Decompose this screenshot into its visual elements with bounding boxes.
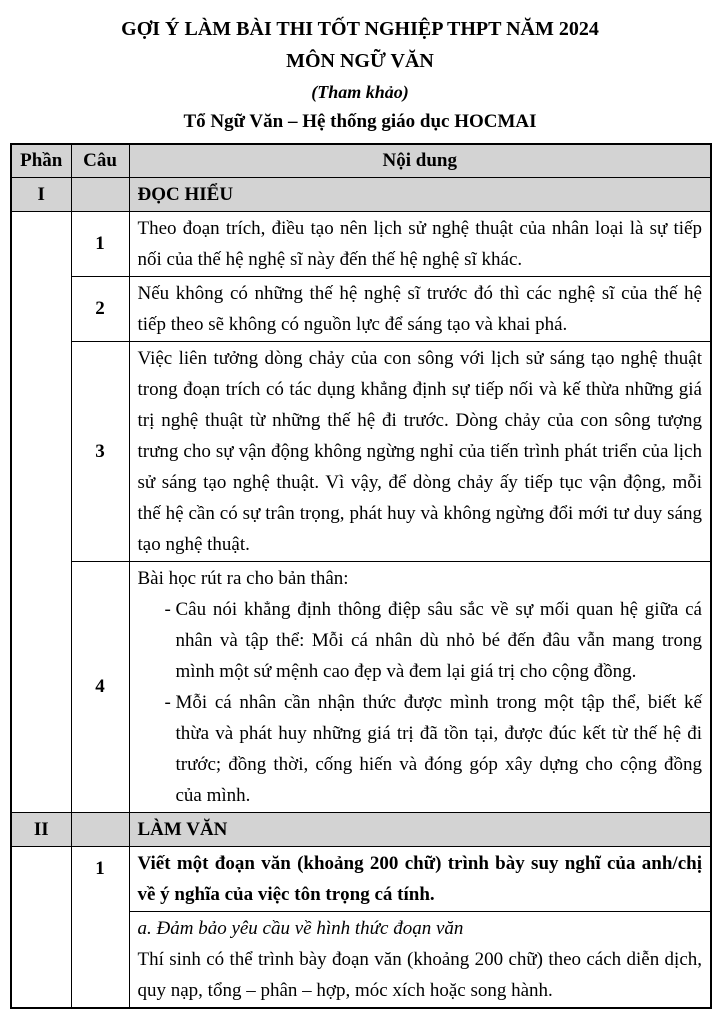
bullet-text: Câu nói khẳng định thông điệp sâu sắc về sự mối quan hệ giữa cá nhân và tập thể: Mỗi cá nhân dù nhỏ bé đến đâu vẫn mang trong mình một sứ mệnh cao đẹp và đem lại giá trị cho cộng đồng.: [175, 598, 702, 682]
criterion-a-title: a. Đảm bảo yêu cầu về hình thức đoạn văn: [137, 917, 464, 939]
section-row-doc-hieu: [11, 177, 711, 211]
doc-title-line1: GỢI Ý LÀM BÀI THI TỐT NGHIỆP THPT NĂM 2024: [121, 18, 599, 40]
criterion-a-cell: [129, 911, 711, 1008]
section2-label: LÀM VĂN: [129, 812, 711, 846]
table-header-row: [11, 144, 711, 177]
answers-table: [10, 143, 712, 1009]
cau-number-4: 4: [71, 561, 129, 812]
answer-row-2: [11, 276, 711, 341]
answer-row-4: [11, 561, 711, 812]
cau-number-essay-1: 1: [71, 846, 129, 1008]
answer-content-3: Việc liên tưởng dòng chảy của con sông với lịch sử sáng tạo nghệ thuật trong đoạn trích có tác dụng khẳng định sự tiếp nối và kế thừa những giá trị nghệ thuật từ những thế hệ đi trước. Dòng chảy của con sông tượng trưng cho sự vận động không ngừng nghỉ của tiến trình phát triển của lịch sử sáng tạo nghệ thuật. Vì vậy, để dòng chảy ấy tiếp tục vận động, mỗi thế hệ cần có sự trân trọng, phát huy và không ngừng đổi mới tư duy sáng tạo nghệ thuật.: [129, 341, 711, 561]
essay-task-row: [11, 846, 711, 911]
criterion-a-detail: Thí sinh có thể trình bày đoạn văn (khoảng 200 chữ) theo cách diễn dịch, quy nạp, tổng – phân – hợp, móc xích hoặc song hành.: [137, 948, 702, 1001]
section2-phan-merged-cell: [11, 846, 71, 1008]
answer-row-3: [11, 341, 711, 561]
doc-subtitle: (Tham khảo): [311, 82, 409, 102]
col-header-noidung: Nội dung: [129, 144, 711, 177]
doc-byline: Tổ Ngữ Văn – Hệ thống giáo dục HOCMAI: [183, 111, 537, 132]
section1-phan-merged-cell: [11, 211, 71, 812]
bullet-text: Mỗi cá nhân cần nhận thức được mình trong một tập thể, biết kế thừa và phát huy những giá trị đã tồn tại, được đúc kết từ thế hệ đi trước; đồng thời, cống hiến và đóng góp xây dựng cho cộng đồng của mình.: [175, 691, 702, 806]
bullet-item: [138, 687, 703, 811]
section1-label: ĐỌC HIỂU: [129, 177, 711, 211]
answer-row-1: [11, 211, 711, 276]
answer4-intro: Bài học rút ra cho bản thân:: [137, 567, 349, 589]
section2-cau-empty: [71, 812, 129, 846]
section2-phan: II: [11, 812, 71, 846]
essay-task-content: Viết một đoạn văn (khoảng 200 chữ) trình bày suy nghĩ của anh/chị về ý nghĩa của việc tôn trọng cá tính.: [129, 846, 711, 911]
section1-phan: I: [11, 177, 71, 211]
answer-content-2: Nếu không có những thế hệ nghệ sĩ trước đó thì các nghệ sĩ của thế hệ tiếp theo sẽ không có nguồn lực để sáng tạo và khai phá.: [129, 276, 711, 341]
doc-title-line2: MÔN NGỮ VĂN: [286, 50, 434, 72]
col-header-phan: Phần: [11, 144, 71, 177]
cau-number-2: 2: [71, 276, 129, 341]
answer-content-4: [129, 561, 711, 812]
document-header: [0, 0, 720, 135]
section-row-lam-van: [11, 812, 711, 846]
bullet-marker: -: [164, 598, 171, 620]
answer-content-1: Theo đoạn trích, điều tạo nên lịch sử nghệ thuật của nhân loại là sự tiếp nối của thế hệ nghệ sĩ này đến thế hệ nghệ sĩ khác.: [129, 211, 711, 276]
bullet-item: [138, 594, 703, 687]
section1-cau-empty: [71, 177, 129, 211]
cau-number-3: 3: [71, 341, 129, 561]
cau-number-1: 1: [71, 211, 129, 276]
bullet-marker: -: [164, 691, 171, 713]
col-header-cau: Câu: [71, 144, 129, 177]
